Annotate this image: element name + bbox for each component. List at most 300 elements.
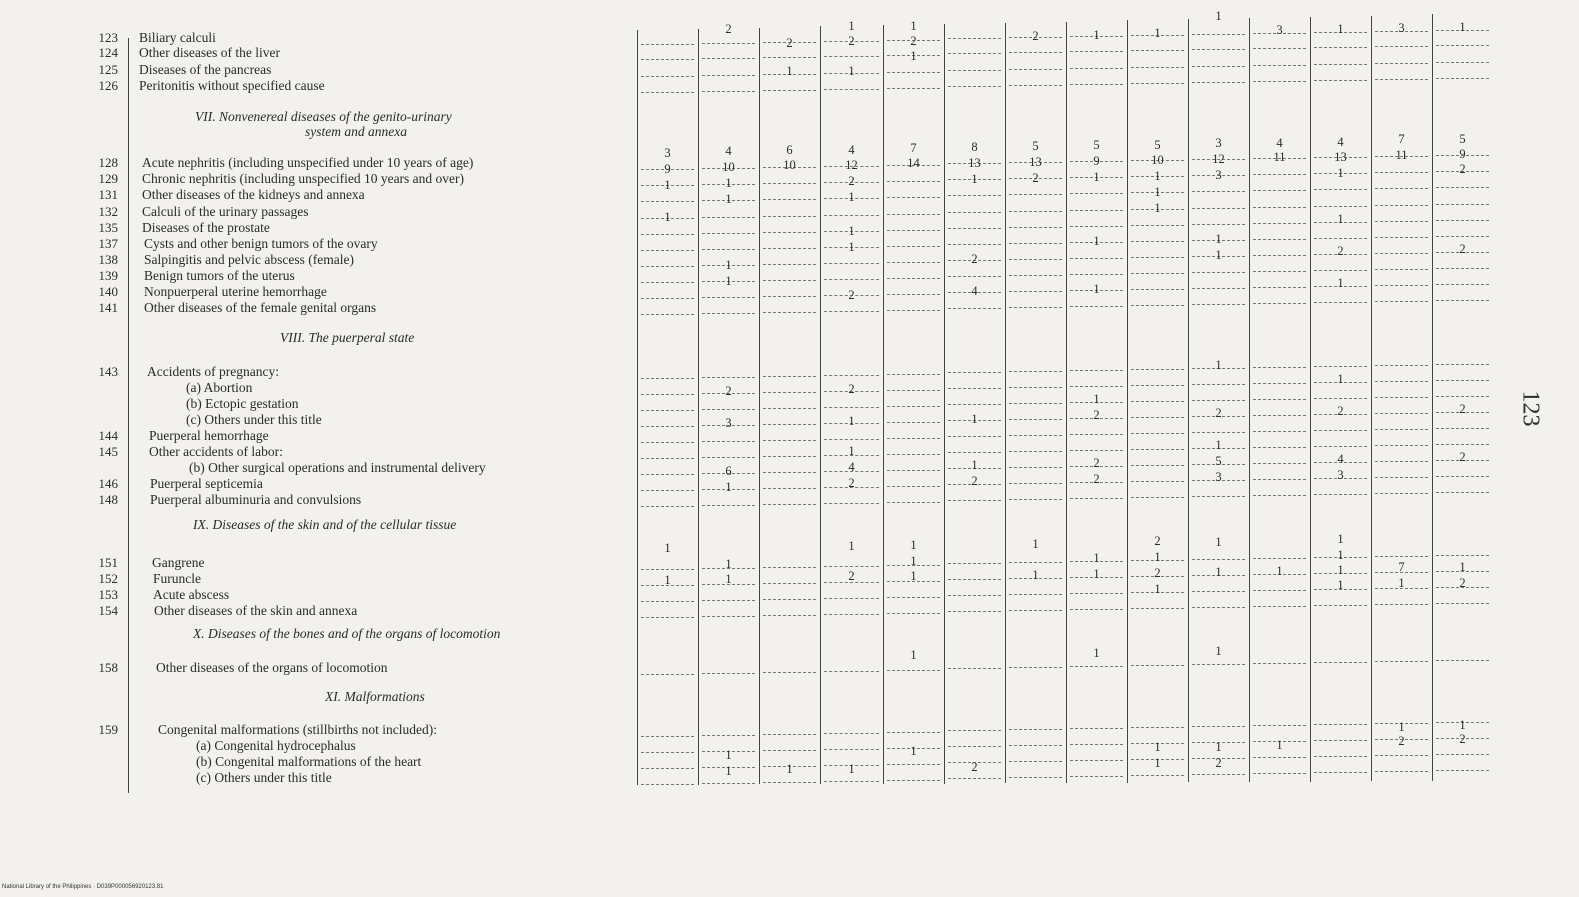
cell-value: 1 <box>1154 201 1161 215</box>
cell-leader <box>1314 605 1367 606</box>
column-rule <box>1005 23 1006 783</box>
cell-leader <box>887 230 940 231</box>
row-code: 141 <box>98 300 118 315</box>
row-code: 143 <box>98 364 118 379</box>
cell-leader <box>887 197 940 198</box>
cell-leader <box>1009 777 1062 778</box>
cell-leader <box>1009 483 1062 484</box>
row-code: 146 <box>98 476 118 491</box>
cell-value: 10 <box>1151 153 1164 167</box>
cell-value: 7 <box>910 141 917 155</box>
cell-leader <box>1253 590 1306 591</box>
cell-leader <box>1436 380 1489 381</box>
cell-leader <box>702 377 755 378</box>
cell-leader <box>763 440 816 441</box>
cell-leader <box>887 613 940 614</box>
cell-leader <box>887 422 940 423</box>
cell-leader <box>887 780 940 781</box>
cell-leader <box>1009 307 1062 308</box>
margin-rule <box>128 38 129 793</box>
cell-value: 1 <box>664 573 671 587</box>
cell-leader <box>1375 269 1428 270</box>
cell-value: 4 <box>848 460 855 474</box>
cell-value: 1 <box>1154 185 1161 199</box>
cell-value: 1 <box>1337 563 1344 577</box>
row-label: Benign tumors of the uterus <box>144 268 295 283</box>
cell-leader <box>1070 193 1123 194</box>
cell-leader <box>1009 745 1062 746</box>
cell-value: 14 <box>907 156 920 170</box>
cell-leader <box>1253 447 1306 448</box>
cell-leader <box>641 426 694 427</box>
cell-leader <box>1436 603 1489 604</box>
column-rule <box>1188 19 1189 782</box>
cell-value: 1 <box>848 444 855 458</box>
cell-value: 8 <box>971 140 978 154</box>
cell-leader <box>1070 744 1123 745</box>
cell-leader <box>702 441 755 442</box>
cell-value: 5 <box>1215 454 1222 468</box>
cell-value: 3 <box>1215 136 1222 150</box>
cell-value: 1 <box>910 569 917 583</box>
cell-value: 9 <box>1459 147 1466 161</box>
cell-leader <box>1253 383 1306 384</box>
column-rule <box>759 28 760 785</box>
row-label: Peritonitis without specified cause <box>139 78 325 93</box>
cell-value: 1 <box>1154 582 1161 596</box>
column-rule <box>1371 16 1372 782</box>
cell-value: 1 <box>1093 392 1100 406</box>
cell-leader <box>1131 83 1184 84</box>
cell-leader <box>824 671 879 672</box>
cell-leader <box>1375 301 1428 302</box>
cell-value: 10 <box>783 158 796 172</box>
cell-leader <box>887 374 940 375</box>
cell-value: 2 <box>1032 29 1039 43</box>
cell-value: 1 <box>786 64 793 78</box>
row-label: Biliary calculi <box>139 30 216 45</box>
row-label: Nonpuerperal uterine hemorrhage <box>144 284 327 299</box>
cell-leader <box>948 372 1001 373</box>
column-rule <box>1310 17 1311 782</box>
row-code: 153 <box>98 587 118 602</box>
cell-leader <box>763 782 816 783</box>
row-code: 159 <box>98 722 118 737</box>
cell-value: 1 <box>1337 548 1344 562</box>
row-label: Gangrene <box>152 555 205 570</box>
row-label: Calculi of the urinary passages <box>142 204 309 219</box>
cell-leader <box>702 43 755 44</box>
row-label: (a) Abortion <box>186 380 253 395</box>
cell-value: 1 <box>910 554 917 568</box>
cell-leader <box>641 266 694 267</box>
cell-leader <box>702 409 755 410</box>
cell-value: 3 <box>1215 168 1222 182</box>
cell-leader <box>1436 396 1489 397</box>
cell-leader <box>763 376 816 377</box>
cell-leader <box>948 38 1001 39</box>
cell-leader <box>702 783 755 784</box>
cell-leader <box>887 294 940 295</box>
cell-value: 1 <box>848 224 855 238</box>
cell-leader <box>1131 50 1184 51</box>
cell-value: 12 <box>845 158 858 172</box>
cell-leader <box>1314 270 1367 271</box>
cell-leader <box>763 232 816 233</box>
cell-value: 1 <box>664 178 671 192</box>
row-code: 131 <box>98 187 118 202</box>
cell-leader <box>1131 465 1184 466</box>
cell-value: 1 <box>971 172 978 186</box>
cell-leader <box>1253 239 1306 240</box>
row-code: 135 <box>98 220 118 235</box>
cell-leader <box>1436 268 1489 269</box>
cell-value: 1 <box>1215 9 1222 23</box>
cell-leader <box>1253 223 1306 224</box>
cell-leader <box>1131 433 1184 434</box>
cell-leader <box>887 486 940 487</box>
cell-value: 1 <box>910 538 917 552</box>
cell-value: 1 <box>910 648 917 662</box>
cell-leader <box>948 452 1001 453</box>
cell-value: 1 <box>1398 576 1405 590</box>
cell-leader <box>948 308 1001 309</box>
row-label: Other diseases of the kidneys and annexa <box>142 187 365 202</box>
cell-leader <box>1375 397 1428 398</box>
cell-leader <box>763 599 816 600</box>
cell-value: 1 <box>1154 169 1161 183</box>
cell-leader <box>763 392 816 393</box>
cell-leader <box>1436 236 1489 237</box>
cell-leader <box>1131 67 1184 68</box>
cell-leader <box>948 611 1001 612</box>
cell-leader <box>948 86 1001 87</box>
cell-leader <box>824 614 879 615</box>
cell-leader <box>1131 417 1184 418</box>
row-label: Other diseases of the liver <box>139 45 280 60</box>
cell-leader <box>1436 555 1489 556</box>
row-code: 123 <box>98 30 118 45</box>
cell-value: 2 <box>848 476 855 490</box>
row-label: Chronic nephritis (including unspecified 10 years and over) <box>142 171 465 186</box>
cell-leader <box>641 506 694 507</box>
row-label: Puerperal albuminuria and convulsions <box>150 492 362 507</box>
cell-leader <box>1253 287 1306 288</box>
cell-leader <box>948 730 1001 731</box>
cell-leader <box>1070 84 1123 85</box>
cell-leader <box>1131 273 1184 274</box>
cell-leader <box>763 199 816 200</box>
cell-leader <box>641 76 694 77</box>
cell-value: 2 <box>1398 734 1405 748</box>
cell-leader <box>948 563 1001 564</box>
cell-leader <box>1009 291 1062 292</box>
cell-leader <box>824 503 879 504</box>
cell-leader <box>824 407 879 408</box>
cell-value: 2 <box>1459 732 1466 746</box>
cell-value: 2 <box>1459 402 1466 416</box>
cell-leader <box>702 313 755 314</box>
cell-leader <box>763 312 816 313</box>
cell-value: 2 <box>1337 244 1344 258</box>
cell-value: 1 <box>1093 282 1100 296</box>
cell-leader <box>948 436 1001 437</box>
column-rule <box>1249 18 1250 782</box>
cell-value: 1 <box>971 412 978 426</box>
cell-value: 1 <box>1337 276 1344 290</box>
cell-value: 1 <box>725 258 732 272</box>
cell-leader <box>763 248 816 249</box>
cell-leader <box>1009 227 1062 228</box>
cell-value: 4 <box>725 144 732 158</box>
cell-leader <box>1253 65 1306 66</box>
cell-value: 1 <box>848 539 855 553</box>
cell-leader <box>763 488 816 489</box>
cell-value: 2 <box>1032 171 1039 185</box>
cell-value: 2 <box>1215 406 1222 420</box>
cell-leader <box>1375 771 1428 772</box>
cell-leader <box>1436 300 1489 301</box>
cell-leader <box>1253 757 1306 758</box>
cell-leader <box>1253 48 1306 49</box>
cell-leader <box>1253 663 1306 664</box>
row-code: 158 <box>98 660 118 675</box>
cell-leader <box>1253 190 1306 191</box>
cell-value: 4 <box>848 143 855 157</box>
cell-leader <box>887 406 940 407</box>
cell-leader <box>763 90 816 91</box>
row-label: (c) Others under this title <box>196 770 332 785</box>
cell-leader <box>1375 172 1428 173</box>
cell-leader <box>887 88 940 89</box>
cell-leader <box>1375 237 1428 238</box>
section-heading: VIII. The puerperal state <box>280 330 415 345</box>
row-label: Congenital malformations (stillbirths not included): <box>158 722 437 737</box>
cell-leader <box>1314 446 1367 447</box>
cell-leader <box>1009 52 1062 53</box>
cell-leader <box>824 598 879 599</box>
cell-leader <box>948 228 1001 229</box>
column-rule <box>1127 20 1128 782</box>
cell-value: 2 <box>848 569 855 583</box>
cell-leader <box>1192 496 1245 497</box>
cell-leader <box>948 195 1001 196</box>
cell-value: 1 <box>1215 535 1222 549</box>
cell-leader <box>1253 773 1306 774</box>
cell-leader <box>641 250 694 251</box>
cell-leader <box>641 752 694 753</box>
cell-leader <box>1375 413 1428 414</box>
cell-leader <box>1009 667 1062 668</box>
cell-leader <box>1192 774 1245 775</box>
cell-leader <box>1253 495 1306 496</box>
cell-leader <box>1314 662 1367 663</box>
cell-leader <box>1009 194 1062 195</box>
cell-leader <box>1436 492 1489 493</box>
row-code: 151 <box>98 555 118 570</box>
cell-leader <box>1070 51 1123 52</box>
cell-leader <box>1436 476 1489 477</box>
cell-value: 1 <box>910 19 917 33</box>
row-code: 148 <box>98 492 118 507</box>
cell-leader <box>1253 431 1306 432</box>
cell-value: 13 <box>968 156 981 170</box>
cell-value: 1 <box>1154 26 1161 40</box>
cell-value: 2 <box>971 474 978 488</box>
column-rule <box>637 30 638 785</box>
cell-leader <box>763 567 816 568</box>
cell-leader <box>1009 451 1062 452</box>
cell-value: 7 <box>1398 560 1405 574</box>
cell-leader <box>763 424 816 425</box>
cell-leader <box>1314 740 1367 741</box>
cell-value: 4 <box>971 284 978 298</box>
cell-leader <box>824 89 879 90</box>
cell-leader <box>1192 208 1245 209</box>
cell-leader <box>1192 726 1245 727</box>
cell-leader <box>1253 207 1306 208</box>
cell-leader <box>1070 386 1123 387</box>
cell-leader <box>1375 445 1428 446</box>
cell-leader <box>1253 479 1306 480</box>
cell-leader <box>1314 47 1367 48</box>
cell-leader <box>1070 666 1123 667</box>
cell-leader <box>1131 497 1184 498</box>
cell-value: 1 <box>1215 565 1222 579</box>
cell-value: 1 <box>1337 212 1344 226</box>
cell-leader <box>1192 82 1245 83</box>
cell-leader <box>1375 63 1428 64</box>
cell-leader <box>1436 754 1489 755</box>
row-label: Other diseases of the female genital organs <box>144 300 377 315</box>
cell-leader <box>1314 302 1367 303</box>
cell-value: 2 <box>725 22 732 36</box>
cell-value: 1 <box>848 64 855 78</box>
cell-leader <box>948 746 1001 747</box>
cell-leader <box>1253 271 1306 272</box>
cell-value: 13 <box>1334 150 1347 164</box>
cell-value: 3 <box>1337 468 1344 482</box>
cell-leader <box>887 454 940 455</box>
cell-leader <box>1436 204 1489 205</box>
cell-leader <box>763 216 816 217</box>
cell-value: 3 <box>725 416 732 430</box>
cell-value: 1 <box>1154 550 1161 564</box>
cell-leader <box>763 672 816 673</box>
cell-leader <box>763 408 816 409</box>
cell-leader <box>1314 772 1367 773</box>
section-heading: XI. Malformations <box>325 689 425 704</box>
cell-value: 2 <box>1154 566 1161 580</box>
cell-leader <box>1314 494 1367 495</box>
cell-leader <box>887 262 940 263</box>
cell-leader <box>702 505 755 506</box>
cell-leader <box>641 601 694 602</box>
cell-leader <box>1192 304 1245 305</box>
row-code: 138 <box>98 252 118 267</box>
row-code: 125 <box>98 62 118 77</box>
cell-leader <box>763 264 816 265</box>
cell-leader <box>702 233 755 234</box>
cell-value: 1 <box>1337 372 1344 386</box>
cell-leader <box>1070 258 1123 259</box>
cell-value: 12 <box>1212 152 1225 166</box>
cell-leader <box>887 246 940 247</box>
cell-leader <box>1375 556 1428 557</box>
cell-value: 1 <box>1093 234 1100 248</box>
cell-value: 1 <box>1276 738 1283 752</box>
cell-leader <box>948 404 1001 405</box>
cell-leader <box>1253 415 1306 416</box>
cell-leader <box>1131 727 1184 728</box>
cell-leader <box>1436 284 1489 285</box>
cell-leader <box>1192 559 1245 560</box>
cell-leader <box>887 72 940 73</box>
cell-leader <box>1009 275 1062 276</box>
cell-value: 1 <box>1459 560 1466 574</box>
cell-leader <box>641 314 694 315</box>
cell-value: 1 <box>1276 564 1283 578</box>
cell-value: 4 <box>1276 136 1283 150</box>
cell-value: 2 <box>848 174 855 188</box>
cell-leader <box>641 736 694 737</box>
cell-value: 1 <box>1459 718 1466 732</box>
cell-leader <box>1375 461 1428 462</box>
cell-leader <box>1314 80 1367 81</box>
cell-leader <box>824 749 879 750</box>
cell-leader <box>887 670 940 671</box>
column-rule <box>698 29 699 785</box>
cell-value: 1 <box>1093 170 1100 184</box>
cell-leader <box>948 595 1001 596</box>
cell-value: 1 <box>1093 646 1100 660</box>
cell-value: 5 <box>1154 138 1161 152</box>
cell-value: 2 <box>1337 404 1344 418</box>
cell-value: 1 <box>725 572 732 586</box>
cell-leader <box>1009 761 1062 762</box>
cell-leader <box>1375 661 1428 662</box>
row-label: Puerperal septicemia <box>150 476 263 491</box>
cell-leader <box>702 249 755 250</box>
row-label: Acute nephritis (including unspecified under 10 years of age) <box>142 155 474 170</box>
cell-value: 1 <box>725 764 732 778</box>
cell-leader <box>641 490 694 491</box>
cell-value: 1 <box>1398 720 1405 734</box>
cell-value: 1 <box>725 176 732 190</box>
cell-leader <box>702 457 755 458</box>
cell-leader <box>641 768 694 769</box>
cell-leader <box>1375 604 1428 605</box>
cell-leader <box>763 504 816 505</box>
cell-value: 5 <box>1093 138 1100 152</box>
cell-leader <box>702 616 755 617</box>
cell-value: 3 <box>664 146 671 160</box>
cell-leader <box>1192 400 1245 401</box>
cell-leader <box>948 500 1001 501</box>
cell-value: 1 <box>725 557 732 571</box>
row-code: 126 <box>98 78 118 93</box>
cell-leader <box>887 390 940 391</box>
cell-leader <box>641 59 694 60</box>
cell-value: 1 <box>1215 358 1222 372</box>
cell-leader <box>1436 220 1489 221</box>
section-heading: X. Diseases of the bones and of the organs of locomotion <box>193 626 501 641</box>
cell-leader <box>1131 289 1184 290</box>
cell-value: 7 <box>1398 132 1405 146</box>
cell-leader <box>1314 724 1367 725</box>
cell-leader <box>1070 609 1123 610</box>
cell-leader <box>1253 81 1306 82</box>
